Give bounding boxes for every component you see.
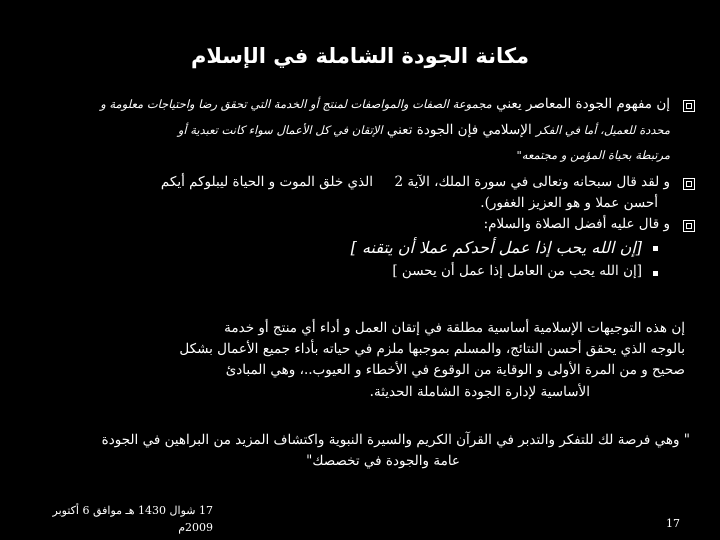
para-line-1: إن هذه التوجيهات الإسلامية أساسية مطلقة في إتقان العمل و أداء أي منتج أو خدمة xyxy=(224,320,685,336)
footer-date-line-1: 17 شوال 1430 هـ موافق 6 أكتوبر xyxy=(52,504,213,517)
bullet1-line1 xyxy=(100,96,670,112)
sub-bullet-icon xyxy=(653,246,658,251)
bullet1-line2-text-a: محددة للعميل، أما في الفكر xyxy=(536,123,670,137)
hadith-2: [إن الله يحب من العامل إذا عمل أن يحسن ] xyxy=(392,263,642,279)
quote-line-2: عامة والجودة في تخصصك" xyxy=(306,453,460,469)
slide-title: مكانة الجودة الشاملة في الإسلام xyxy=(190,44,530,68)
page-number: 17 xyxy=(666,517,680,530)
bullet-icon xyxy=(683,220,695,232)
para-line-4: الأساسية لإدارة الجودة الشاملة الحديثة. xyxy=(369,384,590,400)
para-line-3: صحيح و من المرة الأولى و الوقاية من الوقوع في الأخطاء و العيوب..، وهي المبادئ xyxy=(225,362,685,378)
para-line-2: بالوجه الذي يحقق أحسن النتائج، والمسلم بموجبها ملزم في حياته بأداء جميع الأعمال بشكل xyxy=(179,341,685,357)
hadith-1: [إن الله يحب إذا عمل أحدكم عملا أن يتقنه ] xyxy=(350,238,642,257)
bullet1-line1-text-a: إن مفهوم الجودة المعاصر يعني xyxy=(496,96,670,112)
bullet3-line1: و قال عليه أفضل الصلاة والسلام: xyxy=(483,216,670,232)
bullet2-line2: أحسن عملا و هو العزيز الغفور). xyxy=(480,195,658,211)
bullet2-line1-text-b: الذي خلق الموت و الحياة ليبلوكم أيكم xyxy=(160,174,374,190)
bullet-icon xyxy=(683,100,695,112)
bullet1-line2-text-b: الإسلامي فإن الجودة تعني xyxy=(386,122,532,138)
footer-date-line-2: 2009م xyxy=(178,521,213,534)
quote-line-1: " وهي فرصة لك للتفكر والتدبر في القرآن الكريم والسيرة النبوية واكتشاف المزيد من البراهين في الجودة xyxy=(101,432,690,448)
footer-date xyxy=(33,502,213,536)
sub-bullet-icon xyxy=(653,271,658,276)
bullet1-line1-text-b: مجموعة الصفات والمواصفات لمنتج أو الخدمة التي تحقق رضا واحتياجات معلومة و xyxy=(100,97,492,111)
bullet1-line3: مرتبطة بحياة المؤمن و مجتمعه" xyxy=(516,148,670,162)
bullet1-line2 xyxy=(178,122,670,138)
bullet2-line1-text-a: و لقد قال سبحانه وتعالى في سورة الملك، الآية 2 xyxy=(394,174,670,190)
bullet1-line2-text-c: الإتقان في كل الأعمال سواء كانت تعبدية أو xyxy=(177,123,383,137)
bullet2-line1 xyxy=(161,174,670,190)
bullet-icon xyxy=(683,178,695,190)
